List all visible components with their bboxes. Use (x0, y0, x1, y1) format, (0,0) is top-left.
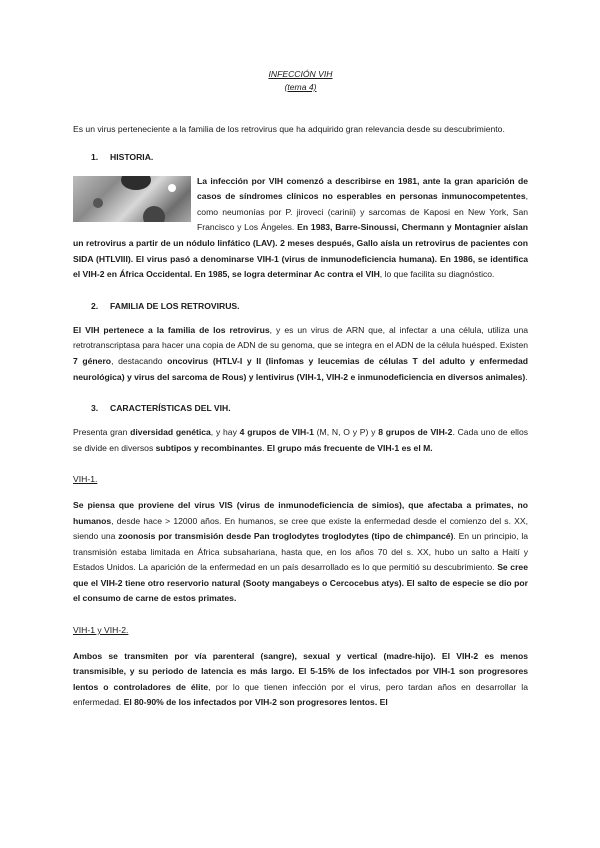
text-run: . En un principio, la transmisión estaba limitada en África subsahariana, hasta que, en los años 70 del s. XX, hubo un salto a Haití y Estados Unidos. La aparición de la enfermedad en un país desarrollado es lo que permitió su descubrimiento. (73, 531, 529, 573)
text-run: . (262, 442, 267, 453)
title-main: INFECCIÓN VIH (268, 69, 333, 79)
text-run: . Cada uno de ellos se divide en diversos (73, 427, 529, 453)
vih1-vih2-body (73, 649, 528, 711)
section-number: 1. (91, 151, 99, 162)
text-run: zoonosis por transmisión desde Pan troglodytes troglodytes (tipo de chimpancé) (118, 531, 454, 542)
text-run: Se piensa que proviene del virus VIS (virus de inmunodeficiencia de simios), que afectaba a primates, no humanos (73, 499, 528, 526)
text-run: El 80-90% de los infectados por VIH-2 son progresores lentos. El (123, 697, 388, 708)
text-run: En 1983 (297, 222, 331, 233)
text-run: oncovirus (HTLV-I y II (linfomas y leucemias de células T del adulto y enfermedad neurológica) y virus del sarcoma de Rous) y lentivirus (VIH-1, VIH-2 e inmunodeficiencia en diversos animales) (73, 355, 528, 382)
text-run: . (525, 371, 528, 382)
text-run: 7 género (73, 355, 112, 366)
text-run: , y es un virus de ARN que, al infectar a una célula, utiliza una retrotranscriptasa para hacer una copia de ADN de su genoma, que se integra en el ADN de la célula huésped. Existen (73, 324, 529, 351)
text-run: 4 grupos de VIH-1 (239, 427, 314, 438)
text-run: (M, N, O y P) y (313, 427, 379, 438)
vih1-heading: VIH-1. (73, 474, 98, 485)
section-2-heading (73, 299, 528, 313)
text-run: , lo que facilita su diagnóstico. (379, 269, 495, 280)
text-run: , ante la gran aparición de casos de síndromes clínicos no esperables en personas inmunocompetentes (197, 175, 528, 202)
text-run: , desde hace > 12000 años. En humanos, se cree que existe la enfermedad desde el comienzo del s. XX, siendo una (73, 515, 528, 542)
text-run: , por lo que tienen infección por el virus, pero tardan años en desarrollar la enfermedad. (73, 681, 528, 708)
text-run: (HTLVIII). El virus pasó a denominarse VIH-1 (virus de inmunodeficiencia humana). En 1986, se identifica el VIH-2 en África Occidental. En 1985, se logra determinar Ac contra el VIH (73, 253, 528, 280)
vih1-body (73, 498, 528, 607)
text-run: El grupo más frecuente de VIH-1 es el M. (266, 442, 433, 453)
text-run: subtipos y recombinantes (155, 442, 263, 453)
text-run: 8 grupos de VIH-2 (378, 427, 453, 438)
text-run: 1981 (397, 175, 418, 186)
section-number: 2. (91, 300, 99, 311)
title-subtitle: (tema 4) (284, 82, 317, 92)
section-3-heading (73, 401, 528, 415)
section-2-body (73, 323, 528, 385)
section-1-heading (73, 150, 528, 164)
text-run: Presenta gran (73, 427, 131, 438)
text-run: , destacando (111, 355, 168, 366)
intro-paragraph: Es un virus perteneciente a la familia de los retrovirus que ha adquirido gran relevancia desde su descubrimiento. (73, 124, 505, 134)
vih1-vih2-heading: VIH-1 y VIH-2. (73, 625, 129, 636)
section-1-body (73, 174, 528, 283)
virus-micrograph-image (73, 176, 191, 222)
text-run: Se cree que el VIH-2 tiene otro reservorio natural (Sooty mangabeys o Cercocebus atys). El salto de especie se dio por el consumo de carne de estos primates. (73, 562, 528, 604)
text-run: , Barre-Sinoussi, Chermann y Montagnier aíslan un retrovirus a partir de un nódulo linfático (LAV). 2 meses después, Gallo aísla un retrovirus de pacientes con SIDA (73, 222, 528, 264)
text-run: Ambos se transmiten por vía parenteral (sangre), sexual y vertical (madre-hijo). El VIH-2 es menos transmisible, y su periodo de latencia es más largo. El 5-15% de los infectados por VIH-1 son progresores lentos o controladores de élite (73, 650, 528, 692)
text-run: El VIH pertenece a la familia de los retrovirus (73, 324, 270, 335)
section-title: HISTORIA. (110, 151, 154, 162)
section-title: CARACTERÍSTICAS DEL VIH. (110, 403, 231, 414)
document-page (73, 68, 528, 711)
text-run: , y hay (210, 427, 240, 438)
text-run: La infección por VIH comenzó a describirse en (197, 175, 398, 186)
section-number: 3. (91, 403, 99, 414)
section-3-body (73, 425, 528, 456)
text-run: , como neumonías por P. jiroveci (carinii) y sarcomas de Kaposi en New York, San Francisco y Los Ángeles. (197, 191, 528, 233)
section-title: FAMILIA DE LOS RETROVIRUS. (110, 300, 240, 311)
text-run: diversidad genética (130, 427, 211, 438)
document-title (73, 68, 528, 94)
